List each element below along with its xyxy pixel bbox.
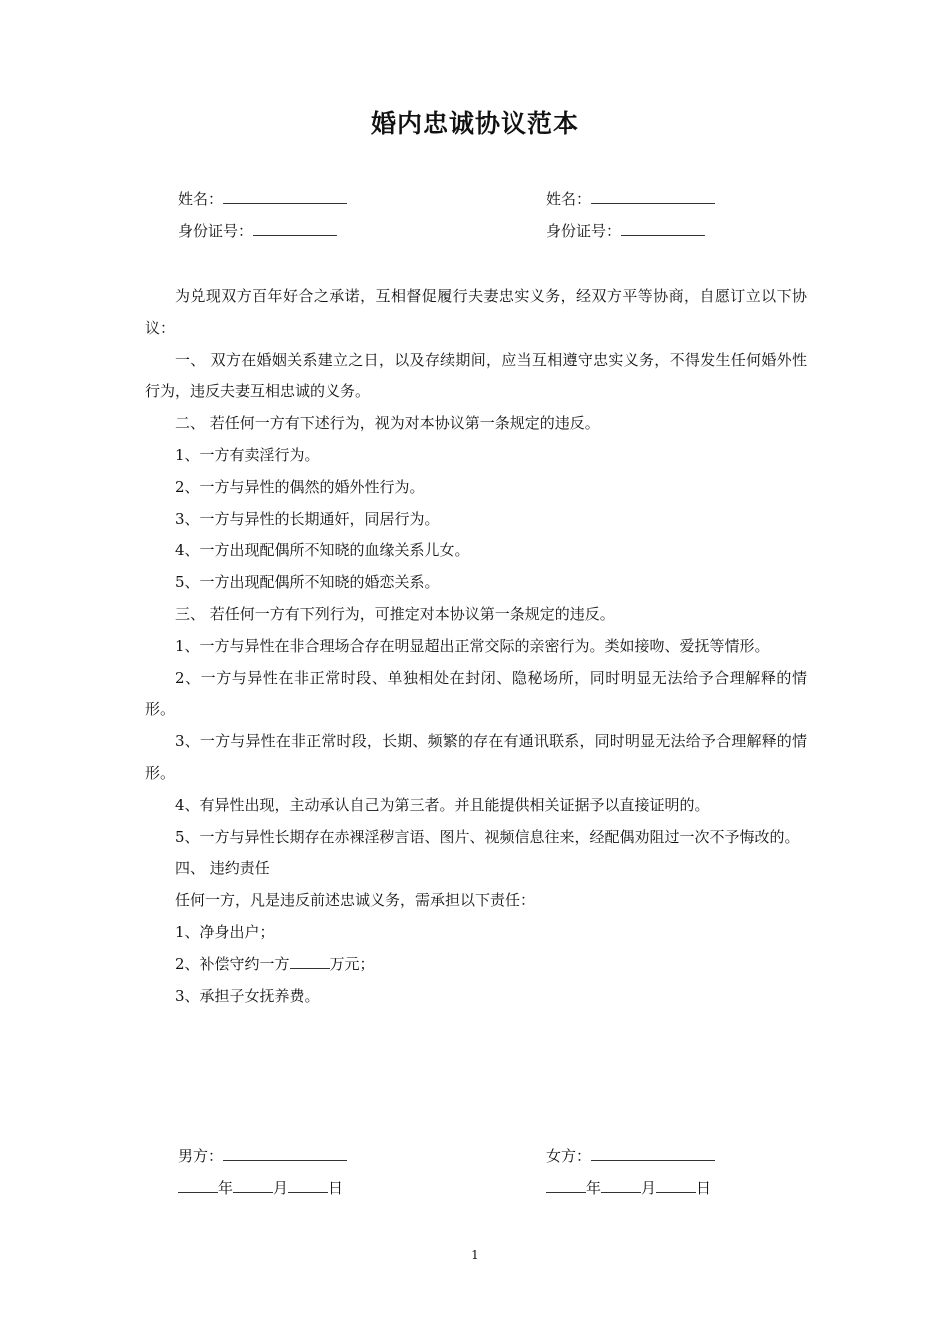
- agreement-body: [145, 281, 807, 1012]
- day-blank: [288, 1178, 328, 1193]
- year-blank: [546, 1178, 586, 1193]
- name-blank: [591, 189, 715, 204]
- month-label: 月: [641, 1179, 657, 1197]
- clause-3-item-2: 2、一方与异性在非正常时段、单独相处在封闭、隐秘场所，同时明显无法给予合理解释的情形。: [145, 668, 807, 719]
- id-blank: [253, 221, 337, 236]
- clause-3-item-5: 5、一方与异性长期存在赤裸淫秽言语、图片、视频信息往来，经配偶劝阻过一次不予悔改的。: [175, 827, 800, 846]
- clause-2-item-5: 5、一方出现配偶所不知晓的婚恋关系。: [175, 573, 440, 592]
- month-blank: [233, 1178, 273, 1193]
- day-label: 日: [328, 1179, 344, 1197]
- name-label: 姓名：: [178, 190, 224, 208]
- liability-item-2: [145, 949, 807, 981]
- party-a-name-field: [178, 189, 347, 209]
- party-b-name-field: [546, 189, 715, 209]
- clause-2-item-2: 2、一方与异性的偶然的婚外性行为。: [175, 477, 425, 496]
- clause-2-item-3: 3、一方与异性的长期通奸，同居行为。: [175, 509, 440, 528]
- year-label: 年: [586, 1179, 602, 1197]
- month-label: 月: [273, 1179, 289, 1197]
- id-label: 身份证号：: [546, 222, 622, 240]
- liability-intro: 任何一方，凡是违反前述忠诚义务，需承担以下责任：: [175, 891, 536, 910]
- name-blank: [223, 189, 347, 204]
- page-number: 1: [471, 1248, 479, 1262]
- female-date-field: [546, 1178, 711, 1198]
- year-blank: [178, 1178, 218, 1193]
- amount-blank: [290, 954, 330, 969]
- female-label: 女方：: [546, 1147, 592, 1165]
- preamble-paragraph: 为兑现双方百年好合之承诺，互相督促履行夫妻忠实义务，经双方平等协商，自愿订立以下协议：: [145, 287, 807, 337]
- male-label: 男方：: [178, 1147, 224, 1165]
- male-signature-field: [178, 1146, 347, 1166]
- clause-4-heading: 四、 违约责任: [175, 859, 270, 878]
- liability-item-3: 3、承担子女抚养费。: [175, 986, 320, 1005]
- day-label: 日: [696, 1179, 712, 1197]
- male-date-field: [178, 1178, 343, 1198]
- document-title: 婚内忠诚协议范本: [370, 109, 579, 138]
- year-label: 年: [218, 1179, 234, 1197]
- clause-2-item-1: 1、一方有卖淫行为。: [175, 445, 320, 464]
- compensation-unit: 万元；: [329, 954, 375, 973]
- female-signature-field: [546, 1146, 715, 1166]
- day-blank: [656, 1178, 696, 1193]
- party-a-id-field: [178, 221, 337, 241]
- clause-1: 一、 双方在婚姻关系建立之日，以及存续期间，应当互相遵守忠实义务，不得发生任何婚外性行为，违反夫妻互相忠诚的义务。: [145, 350, 807, 401]
- clause-3-item-3: 3、一方与异性在非正常时段，长期、频繁的存在有通讯联系，同时明显无法给予合理解释的情形。: [145, 732, 807, 782]
- clause-2-item-4: 4、一方出现配偶所不知晓的血缘关系儿女。: [175, 541, 470, 560]
- liability-item-1: 1、净身出户；: [175, 922, 275, 941]
- id-blank: [621, 221, 705, 236]
- clause-2-heading: 二、 若任何一方有下述行为，视为对本协议第一条规定的违反。: [175, 414, 600, 433]
- party-b-id-field: [546, 221, 705, 241]
- liability-item-2-text: 2、补偿守约一方: [175, 954, 290, 973]
- id-label: 身份证号：: [178, 222, 254, 240]
- clause-3-item-1: 1、一方与异性在非合理场合存在明显超出正常交际的亲密行为。类如接吻、爱抚等情形。: [175, 636, 770, 655]
- clause-3-item-4: 4、有异性出现，主动承认自己为第三者。并且能提供相关证据予以直接证明的。: [175, 795, 710, 814]
- signature-blank: [591, 1146, 715, 1161]
- signature-blank: [223, 1146, 347, 1161]
- name-label: 姓名：: [546, 190, 592, 208]
- clause-3-heading: 三、 若任何一方有下列行为，可推定对本协议第一条规定的违反。: [175, 604, 615, 623]
- month-blank: [601, 1178, 641, 1193]
